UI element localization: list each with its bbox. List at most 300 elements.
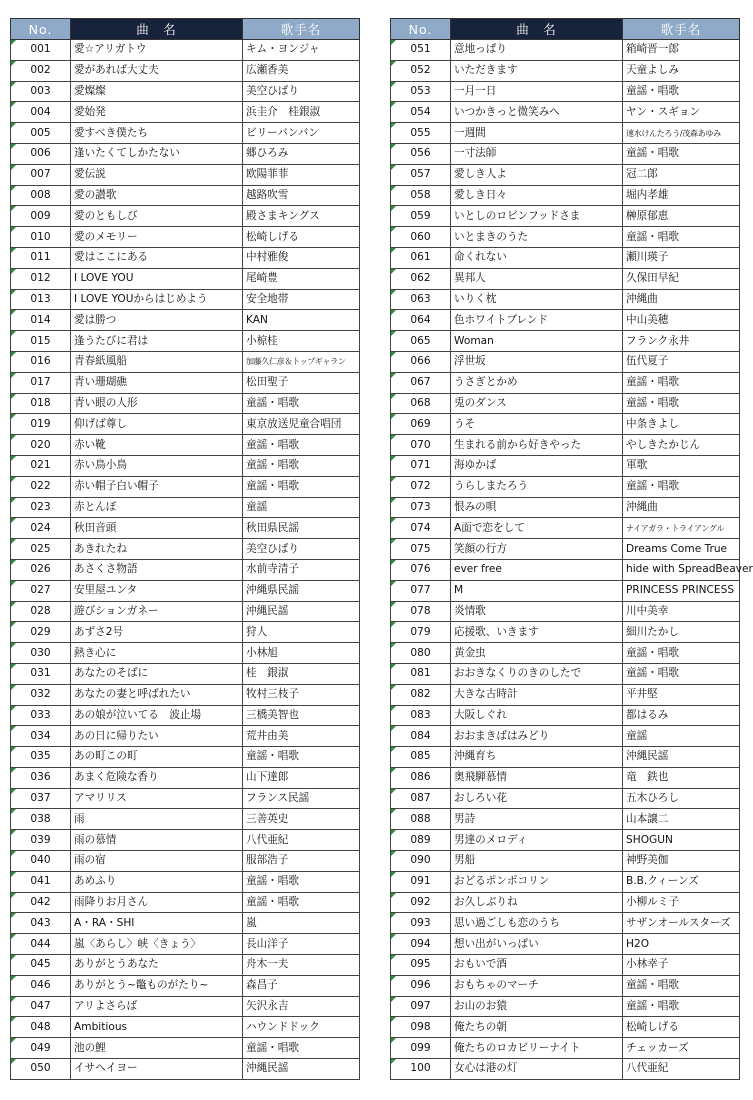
song-number: 023 <box>11 497 71 518</box>
song-title: 応援歌、いきます <box>451 622 623 643</box>
song-number: 062 <box>391 268 451 289</box>
table-row <box>11 518 360 539</box>
table-row <box>391 643 740 664</box>
artist-name: 童謡・唱歌 <box>243 1038 360 1059</box>
song-number: 054 <box>391 102 451 123</box>
table-row <box>391 351 740 372</box>
artist-name: 松田聖子 <box>243 372 360 393</box>
song-number: 074 <box>391 518 451 539</box>
artist-name: 童謡・唱歌 <box>623 372 740 393</box>
song-number: 032 <box>11 684 71 705</box>
song-title: 兎のダンス <box>451 393 623 414</box>
artist-name: 小椋桂 <box>243 331 360 352</box>
table-row <box>11 622 360 643</box>
table-row <box>391 268 740 289</box>
artist-name: 荒井由美 <box>243 726 360 747</box>
table-row <box>391 539 740 560</box>
table-row <box>11 185 360 206</box>
song-number: 049 <box>11 1038 71 1059</box>
artist-name: 川中美幸 <box>623 601 740 622</box>
song-number: 068 <box>391 393 451 414</box>
song-title: 色ホワイトブレンド <box>451 310 623 331</box>
table-row <box>11 164 360 185</box>
song-title: 俺たちのロカビリーナイト <box>451 1038 623 1059</box>
artist-name: 松崎しげる <box>623 1017 740 1038</box>
header-artist: 歌手名 <box>623 19 740 40</box>
song-title: 青い眼の人形 <box>71 393 243 414</box>
song-title: 愛燦燦 <box>71 81 243 102</box>
song-number: 065 <box>391 331 451 352</box>
song-number: 073 <box>391 497 451 518</box>
song-number: 055 <box>391 123 451 144</box>
table-row <box>11 913 360 934</box>
artist-name: 美空ひばり <box>243 539 360 560</box>
artist-name: 狩人 <box>243 622 360 643</box>
song-number: 098 <box>391 1017 451 1038</box>
song-number: 004 <box>11 102 71 123</box>
artist-name: 欧陽菲菲 <box>243 164 360 185</box>
table-row <box>391 684 740 705</box>
artist-name: 沖縄民謡 <box>243 601 360 622</box>
table-row <box>391 705 740 726</box>
artist-name: 榊原郁恵 <box>623 206 740 227</box>
song-number: 005 <box>11 123 71 144</box>
artist-name: 童謡・唱歌 <box>243 393 360 414</box>
song-number: 020 <box>11 435 71 456</box>
table-row <box>11 934 360 955</box>
song-number: 060 <box>391 227 451 248</box>
song-number: 030 <box>11 643 71 664</box>
song-title: いとまきのうた <box>451 227 623 248</box>
song-number: 025 <box>11 539 71 560</box>
artist-name: 童謡・唱歌 <box>243 871 360 892</box>
table-row <box>391 123 740 144</box>
song-number: 007 <box>11 164 71 185</box>
artist-name: 童謡・唱歌 <box>623 663 740 684</box>
artist-name: ビリーバンバン <box>243 123 360 144</box>
song-number: 094 <box>391 934 451 955</box>
table-row <box>11 705 360 726</box>
table-row <box>391 40 740 61</box>
song-number: 012 <box>11 268 71 289</box>
song-title: 雨降りお月さん <box>71 892 243 913</box>
artist-name: 童謡・唱歌 <box>623 643 740 664</box>
artist-name: hide with SpreadBeaver <box>623 559 740 580</box>
table-row <box>11 788 360 809</box>
header-no: No. <box>391 19 451 40</box>
song-number: 036 <box>11 767 71 788</box>
table-row <box>391 892 740 913</box>
song-title: おもちゃのマーチ <box>451 975 623 996</box>
song-number: 018 <box>11 393 71 414</box>
table-row <box>11 871 360 892</box>
table-row <box>391 185 740 206</box>
artist-name: 沖縄民謡 <box>623 747 740 768</box>
song-number: 016 <box>11 351 71 372</box>
song-number: 089 <box>391 830 451 851</box>
song-number: 091 <box>391 871 451 892</box>
song-title: 嵐〈あらし〉峡〈きょう〉 <box>71 934 243 955</box>
song-title: I LOVE YOUからはじめよう <box>71 289 243 310</box>
song-title: 奥飛騨慕情 <box>451 767 623 788</box>
song-number: 069 <box>391 414 451 435</box>
table-row <box>11 497 360 518</box>
song-number: 057 <box>391 164 451 185</box>
song-title: 一月一日 <box>451 81 623 102</box>
song-title: M <box>451 580 623 601</box>
artist-name: 小林旭 <box>243 643 360 664</box>
header-artist: 歌手名 <box>243 19 360 40</box>
table-row <box>391 830 740 851</box>
table-row <box>391 247 740 268</box>
artist-name: 童謡・唱歌 <box>623 975 740 996</box>
song-number: 061 <box>391 247 451 268</box>
table-row <box>11 206 360 227</box>
table-row <box>11 1059 360 1080</box>
song-number: 042 <box>11 892 71 913</box>
artist-name: フランク永井 <box>623 331 740 352</box>
song-number: 070 <box>391 435 451 456</box>
artist-name: チェッカーズ <box>623 1038 740 1059</box>
artist-name: Dreams Come True <box>623 539 740 560</box>
table-row <box>11 331 360 352</box>
song-title: 愛があれば大丈夫 <box>71 60 243 81</box>
song-title: 青い珊瑚礁 <box>71 372 243 393</box>
song-title: おしろい花 <box>451 788 623 809</box>
table-row <box>391 767 740 788</box>
song-title: 愛の讃歌 <box>71 185 243 206</box>
table-row <box>391 975 740 996</box>
table-row <box>391 206 740 227</box>
artist-name: 安全地帯 <box>243 289 360 310</box>
song-title: 雨 <box>71 809 243 830</box>
table-body-right <box>391 40 753 1080</box>
song-title: ever free <box>451 559 623 580</box>
song-title: 愛のともしび <box>71 206 243 227</box>
song-number: 084 <box>391 726 451 747</box>
artist-name: 服部浩子 <box>243 851 360 872</box>
table-row <box>391 455 740 476</box>
song-number: 040 <box>11 851 71 872</box>
table-row <box>391 227 740 248</box>
song-title: 仰げば尊し <box>71 414 243 435</box>
artist-name: 童謡・唱歌 <box>623 393 740 414</box>
song-title: おおきなくりのきのしたで <box>451 663 623 684</box>
table-row <box>11 393 360 414</box>
table-row <box>391 580 740 601</box>
song-title: A面で恋をして <box>451 518 623 539</box>
artist-name: 箱崎晋一郎 <box>623 40 740 61</box>
song-number: 031 <box>11 663 71 684</box>
table-row <box>11 996 360 1017</box>
song-title: 愛はここにある <box>71 247 243 268</box>
song-number: 090 <box>391 851 451 872</box>
song-title: 赤とんぼ <box>71 497 243 518</box>
song-title: 一寸法師 <box>451 143 623 164</box>
table-row <box>391 476 740 497</box>
table-row <box>11 247 360 268</box>
song-title: A・RA・SHI <box>71 913 243 934</box>
song-title: 男詩 <box>451 809 623 830</box>
table-row <box>391 164 740 185</box>
song-number: 019 <box>11 414 71 435</box>
artist-name: 郷ひろみ <box>243 143 360 164</box>
song-title: 愛☆アリガトウ <box>71 40 243 61</box>
song-number: 008 <box>11 185 71 206</box>
song-title: おもいで酒 <box>451 955 623 976</box>
table-row <box>391 497 740 518</box>
artist-name: KAN <box>243 310 360 331</box>
artist-name: 童謡・唱歌 <box>623 81 740 102</box>
song-number: 052 <box>391 60 451 81</box>
song-number: 064 <box>391 310 451 331</box>
table-row <box>11 476 360 497</box>
song-title: あずさ2号 <box>71 622 243 643</box>
song-number: 086 <box>391 767 451 788</box>
artist-name: 瀬川瑛子 <box>623 247 740 268</box>
song-title: お山のお猿 <box>451 996 623 1017</box>
song-number: 063 <box>391 289 451 310</box>
artist-name: 童謡・唱歌 <box>623 227 740 248</box>
table-row <box>391 102 740 123</box>
table-row <box>391 331 740 352</box>
table-row <box>391 1059 740 1080</box>
song-title: 命くれない <box>451 247 623 268</box>
song-number: 037 <box>11 788 71 809</box>
song-number: 096 <box>391 975 451 996</box>
artist-name: キム・ヨンジャ <box>243 40 360 61</box>
artist-name: 松崎しげる <box>243 227 360 248</box>
song-number: 083 <box>391 705 451 726</box>
song-title: ありがとう~鼈ものがたり~ <box>71 975 243 996</box>
table-row <box>391 81 740 102</box>
table-row <box>11 123 360 144</box>
table-row <box>391 934 740 955</box>
table-row <box>11 539 360 560</box>
artist-name: 久保田早紀 <box>623 268 740 289</box>
song-title: いつかきっと微笑みへ <box>451 102 623 123</box>
artist-name: 沖縄曲 <box>623 289 740 310</box>
song-number: 028 <box>11 601 71 622</box>
song-number: 056 <box>391 143 451 164</box>
table-row <box>11 81 360 102</box>
song-number: 051 <box>391 40 451 61</box>
song-title: あの日に帰りたい <box>71 726 243 747</box>
song-title: 愛伝説 <box>71 164 243 185</box>
song-number: 014 <box>11 310 71 331</box>
artist-name: 沖縄民謡 <box>243 1059 360 1080</box>
table-row <box>391 1017 740 1038</box>
table-row <box>391 851 740 872</box>
song-title: うさぎとかめ <box>451 372 623 393</box>
song-number: 071 <box>391 455 451 476</box>
table-row <box>391 913 740 934</box>
artist-name: 伍代夏子 <box>623 351 740 372</box>
table-row <box>11 102 360 123</box>
song-title: 大きな古時計 <box>451 684 623 705</box>
artist-name: 五木ひろし <box>623 788 740 809</box>
song-title: 熱き心に <box>71 643 243 664</box>
artist-name: 中村雅俊 <box>243 247 360 268</box>
artist-name: 八代亜紀 <box>243 830 360 851</box>
table-row <box>391 809 740 830</box>
artist-name: 中山美穂 <box>623 310 740 331</box>
artist-name: B.B.クィーンズ <box>623 871 740 892</box>
song-title: 意地っぱり <box>451 40 623 61</box>
table-row <box>11 580 360 601</box>
song-title: 女心は港の灯 <box>451 1059 623 1080</box>
song-number: 041 <box>11 871 71 892</box>
song-number: 033 <box>11 705 71 726</box>
song-title: 逢いたくてしかたない <box>71 143 243 164</box>
song-title: 男達のメロディ <box>451 830 623 851</box>
table-row <box>391 435 740 456</box>
song-title: イサヘイヨー <box>71 1059 243 1080</box>
song-title: 恨みの唄 <box>451 497 623 518</box>
song-title: 遊びションガネー <box>71 601 243 622</box>
song-number: 015 <box>11 331 71 352</box>
song-title: 思い過ごしも恋のうち <box>451 913 623 934</box>
song-number: 059 <box>391 206 451 227</box>
song-title: お久しぶりね <box>451 892 623 913</box>
artist-name: 加藤久仁彦＆トップギャラン <box>243 351 360 372</box>
song-title: 異邦人 <box>451 268 623 289</box>
song-title: 想い出がいっぱい <box>451 934 623 955</box>
table-row <box>11 975 360 996</box>
table-row <box>391 518 740 539</box>
header-title: 曲 名 <box>451 19 623 40</box>
song-number: 010 <box>11 227 71 248</box>
song-title: 男船 <box>451 851 623 872</box>
song-title: おおまきばはみどり <box>451 726 623 747</box>
table-row <box>391 996 740 1017</box>
song-number: 095 <box>391 955 451 976</box>
artist-name: 殿さまキングス <box>243 206 360 227</box>
table-row <box>11 289 360 310</box>
song-title: 愛のメモリー <box>71 227 243 248</box>
song-number: 002 <box>11 60 71 81</box>
song-title: 一週間 <box>451 123 623 144</box>
table-row <box>11 955 360 976</box>
artist-name: 竜 鉄也 <box>623 767 740 788</box>
song-number: 082 <box>391 684 451 705</box>
table-row <box>391 60 740 81</box>
table-row <box>11 559 360 580</box>
artist-name: 山下達郎 <box>243 767 360 788</box>
artist-name: 東京放送児童合唱団 <box>243 414 360 435</box>
song-title: おどるポンポコリン <box>451 871 623 892</box>
artist-name: 平井堅 <box>623 684 740 705</box>
song-number: 078 <box>391 601 451 622</box>
song-title: 生まれる前から好きやった <box>451 435 623 456</box>
song-number: 011 <box>11 247 71 268</box>
song-number: 097 <box>391 996 451 1017</box>
artist-name: 冠二郎 <box>623 164 740 185</box>
artist-name: 越路吹雪 <box>243 185 360 206</box>
artist-name: 広瀬香美 <box>243 60 360 81</box>
table-row <box>391 622 740 643</box>
song-number: 080 <box>391 643 451 664</box>
song-number: 038 <box>11 809 71 830</box>
song-title: I LOVE YOU <box>71 268 243 289</box>
header-row <box>11 19 360 40</box>
song-title: うそ <box>451 414 623 435</box>
song-title: あなたのそばに <box>71 663 243 684</box>
table-row <box>11 747 360 768</box>
table-row <box>11 227 360 248</box>
song-title: いとしのロビンフッドさま <box>451 206 623 227</box>
artist-name: 美空ひばり <box>243 81 360 102</box>
table-row <box>11 310 360 331</box>
artist-name: 小柳ルミ子 <box>623 892 740 913</box>
artist-name: 童謡 <box>243 497 360 518</box>
song-title: 炎情歌 <box>451 601 623 622</box>
table-row <box>391 1038 740 1059</box>
song-title: あきれたね <box>71 539 243 560</box>
table-row <box>391 726 740 747</box>
table-row <box>391 289 740 310</box>
song-number: 024 <box>11 518 71 539</box>
artist-name: 森昌子 <box>243 975 360 996</box>
artist-name: 牧村三枝子 <box>243 684 360 705</box>
song-title: Ambitious <box>71 1017 243 1038</box>
artist-name: 尾崎豊 <box>243 268 360 289</box>
song-number: 022 <box>11 476 71 497</box>
song-number: 081 <box>391 663 451 684</box>
artist-name: 童謡・唱歌 <box>623 996 740 1017</box>
artist-name: ハウンドドック <box>243 1017 360 1038</box>
artist-name: 三橋美智也 <box>243 705 360 726</box>
song-title: 愛すべき僕たち <box>71 123 243 144</box>
table-row <box>11 830 360 851</box>
song-title: あめふり <box>71 871 243 892</box>
artist-name: 八代亜紀 <box>623 1059 740 1080</box>
artist-name: 童謡・唱歌 <box>243 476 360 497</box>
artist-name: 浜圭介 桂銀淑 <box>243 102 360 123</box>
artist-name: 童謡・唱歌 <box>243 455 360 476</box>
table-row <box>11 351 360 372</box>
song-title: いただきます <box>451 60 623 81</box>
song-title: Woman <box>451 331 623 352</box>
song-title: あまく危険な香り <box>71 767 243 788</box>
artist-name: やしきたかじん <box>623 435 740 456</box>
table-row <box>391 372 740 393</box>
song-title: 安里屋ユンタ <box>71 580 243 601</box>
artist-name: 三善英史 <box>243 809 360 830</box>
song-table-left <box>10 18 360 1080</box>
song-number: 076 <box>391 559 451 580</box>
table-row <box>11 809 360 830</box>
song-title: 逢うたびに君は <box>71 331 243 352</box>
song-title: 愛しき日々 <box>451 185 623 206</box>
song-number: 043 <box>11 913 71 934</box>
song-number: 034 <box>11 726 71 747</box>
artist-name: PRINCESS PRINCESS <box>623 580 740 601</box>
table-row <box>391 601 740 622</box>
artist-name: 小林幸子 <box>623 955 740 976</box>
song-number: 044 <box>11 934 71 955</box>
song-title: 赤い靴 <box>71 435 243 456</box>
song-number: 003 <box>11 81 71 102</box>
artist-name: 嵐 <box>243 913 360 934</box>
song-number: 077 <box>391 580 451 601</box>
song-title: 大阪しぐれ <box>451 705 623 726</box>
table-row <box>11 372 360 393</box>
song-number: 092 <box>391 892 451 913</box>
song-title: うらしまたろう <box>451 476 623 497</box>
song-title: アマリリス <box>71 788 243 809</box>
artist-name: 長山洋子 <box>243 934 360 955</box>
